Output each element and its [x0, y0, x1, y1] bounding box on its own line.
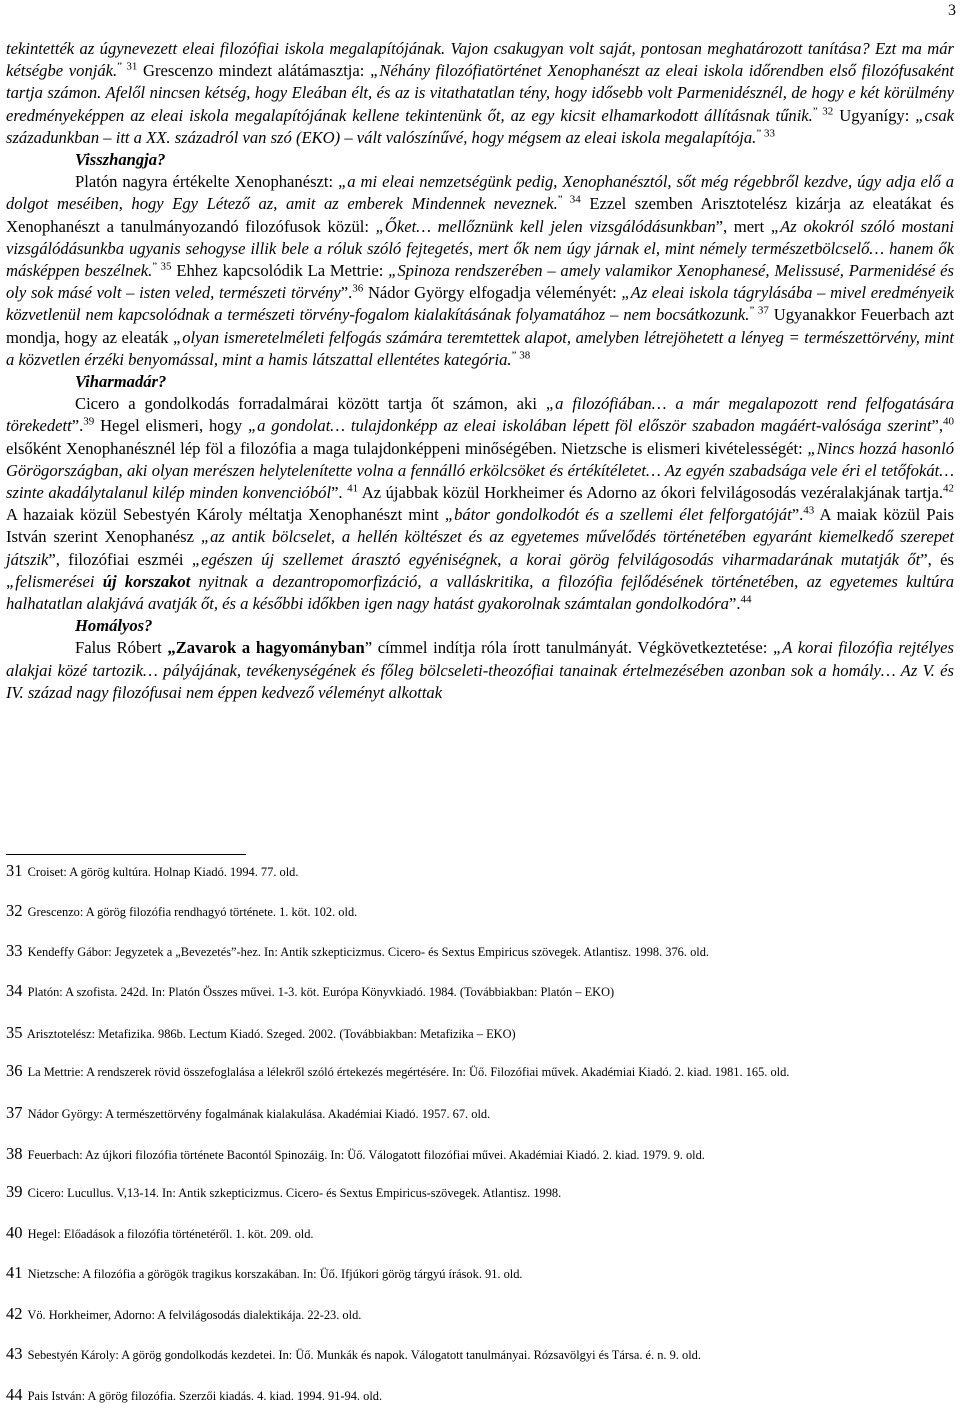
footnote-separator [6, 854, 246, 855]
section-question: Visszhangja? [75, 150, 166, 170]
section-question: Homályos? [75, 616, 153, 636]
footnote-number: 34 [6, 981, 23, 1000]
footnote-number: 43 [6, 1344, 23, 1363]
footnote-text: Nádor György: A természettörvény fogalmának kialakulása. Akadémiai Kiadó. 1957. 67. old. [24, 1107, 491, 1121]
footnote [6, 982, 954, 1001]
footnote [6, 1345, 954, 1364]
footnote-number: 44 [6, 1385, 23, 1404]
footnote-number: 31 [6, 861, 23, 880]
footnote-number: 41 [6, 1263, 23, 1282]
footnote [6, 1183, 954, 1202]
footnote-text: Hegel: Előadások a filozófia történetéről. 1. köt. 209. old. [24, 1227, 314, 1241]
footnote [6, 1024, 954, 1043]
footnote [6, 1264, 954, 1283]
footnote-number: 36 [6, 1061, 23, 1080]
footnote [6, 1305, 954, 1324]
footnote [6, 862, 954, 881]
paragraph: Cicero a gondolkodás forradalmárai között tartja őt számon, aki „a filozófiában… a már megalapozott rend felfogatására törekedett”.$^{39}$ Hegel elismeri, hogy „a gondolat… tulajdonképp az eleai iskolában lépett föl először szabadon magáért-valósága szerint”,$^{40}$ elsőként Xenophanésznél lép föl a filozófia a maga tulajdonképpeni minőségében. Nietzsche is elismeri kivételességét: „Nincs hozzá hasonló Görögországban, aki olyan merészen helytelenítette volna a fennálló erkölcsöket és értékítéletet… Az egyén szabadsága vele éri el tetőfokát… szinte akadálytalanul kilép minden konvencióból”. $^{41}$ Az újabbak közül Horkheimer és Adorno az ókori felvilágosodás vezéralakjának tartja.$^{42}$ A hazaiak közül Sebestyén Károly méltatja Xenophanészt mint „bátor gondolkodót és a szellemi élet felforgatóját”.$^{43}$ A maiak közül Pais István szerint Xenophanész „az antik bölcselet, a hellén költészet és az egyetemes művelődés történetében egyaránt kiemelkedő szerepet játszik”, filozófiai eszméi „egészen új szellemet árasztó egyéniségnek, a korai görög felvilágosodás viharmadarának mutatják őt”, és „felismerései új korszakot nyitnak a dezantropomorfizáció, a valláskritika, a filozófia fejlődésének történetében, az egyetemes kultúra halhatatlan alakjává avatják őt, és a későbbi időkben igen nagy hatást gyakorolnak számtalan gondolkodóra”.$^{44}$ [6, 394, 955, 614]
footnote-number: 35 [6, 1023, 23, 1042]
footnote [6, 1386, 954, 1405]
footnote-text: Platón: A szofista. 242d. In: Platón Összes művei. 1-3. köt. Európa Könyvkiadó. 1984. (Továbbiakban: Platón – EKO) [24, 985, 615, 999]
footnote-text: Kendeffy Gábor: Jegyzetek a „Bevezetés”-hez. In: Antik szkepticizmus. Cicero- és Sextus Empiricus szövegek. Atlantisz. 1998. 376. old. [24, 945, 710, 959]
footnote [6, 1224, 954, 1243]
paragraph: tekintették az úgynevezett eleai filozófiai iskola megalapítójának. Vajon csakugyan volt saját, pontosan meghatározott tanítása? Ezt ma már kétségbe vonják.$^{” 31}$ Grescenzo mindezt alátámasztja: „Néhány filozófiatörténet Xenophanészt az eleai iskola időrendben első filozófusaként tartja számon. Afelől nincsen kétség, hogy Eleában élt, és az is vitathatatlan tény, hogy idősebb volt Parmenidésznél, de hogy e két körülmény eredményeképpen az eleai iskola megalapítójának kellene tekintenünk őt, az egy kicsit elhamarkodott állításnak tűnik.$^{” 32}$ Ugyanígy: „csak századunkban – itt a XX. századról van szó (EKO) – vált valószínűvé, hogy mégsem az eleai iskola megalapítója.$^{” 33}$ [6, 39, 954, 147]
footnote-text: Pais István: A görög filozófia. Szerzői kiadás. 4. kiad. 1994. 91-94. old. [24, 1389, 383, 1403]
footnote-text: Sebestyén Károly: A görög gondolkodás kezdetei. In: Üő. Munkák és napok. Válogatott tanulmányai. Rózsavölgyi és Társa. é. n. 9. old. [24, 1348, 701, 1362]
footnote-text: Croiset: A görög kultúra. Holnap Kiadó. 1994. 77. old. [24, 865, 299, 879]
section-question: Viharmadár? [75, 372, 167, 392]
footnote-number: 39 [6, 1182, 23, 1201]
footnote [6, 1145, 954, 1164]
paragraph: Falus Róbert „Zavarok a hagyományban” címmel indítja róla írott tanulmányát. Végkövetkeztetése: „A korai filozófia rejtélyes alakjai közé tartozik… pályájának, tevékenységének és főleg bölcseleti-theozófiai tanainak értelmezésében azonban sok a homály… Az V. és IV. század nagy filozófusai nem éppen kedvező véleményt alkottak [6, 638, 955, 702]
footnote-number: 33 [6, 941, 23, 960]
paragraph: Platón nagyra értékelte Xenophanészt: „a mi eleai nemzetségünk pedig, Xenophanésztól, sőt még régebbről kezdve, úgy adja elő a dolgot meséiben, hogy Egy Létező az, amit az emberek Mindennek neveznek.$^{” 34}$ Ezzel szemben Arisztotelész kizárja az eleatákat és Xenophanészt a tanulmányozandó filozófusok közül: „Őket… mellőznünk kell jelen vizsgálódásunkban”, mert „Az okokról szóló mostani vizsgálódásunkba ugyanis sehogyse illik bele a róluk szóló fejtegetés, mert ők nem úgy járnak el, mint némely természetbölcselő… hanem ők másképpen beszélnek.$^{” 35}$ Ehhez kapcsolódik La Mettrie: „Spinoza rendszerében – amely valamikor Xenophanesé, Melissusé, Parmenidésé és oly sok másé volt – isten veled, természeti törvény”.$^{36}$ Nádor György elfogadja véleményét: „Az eleai iskola tágrylásába – mivel eredményeik közvetlenül nem kapcsolódnak a természeti törvény-fogalom kialakításának folyamatához – nem bocsátkozunk.$^{” 37}$ Ugyanakkor Feuerbach azt mondja, hogy az eleaták „olyan ismeretelméleti felfogás számára teremtettek alapot, amelyben létrejöhetett a lényeg = természettörvény, mint a közvetlen érzéki benyomással, mint a hamis látszattal ellentétes kategória.$^{” 38}$ [6, 172, 955, 369]
footnote-text: Nietzsche: A filozófia a görögök tragikus korszakában. In: Üő. Ifjúkori görög tárgyú írások. 91. old. [24, 1267, 523, 1281]
footnote [6, 902, 954, 921]
footnote-number: 38 [6, 1144, 23, 1163]
footnote-text: Feuerbach: Az újkori filozófia története Bacontól Spinozáig. In: Üő. Válogatott filozófiai művei. Akadémiai Kiadó. 2. kiad. 1979. 9. old. [24, 1148, 705, 1162]
footnote-text: Grescenzo: A görög filozófia rendhagyó története. 1. köt. 102. old. [24, 905, 358, 919]
footnote [6, 942, 954, 961]
footnote-number: 32 [6, 901, 23, 920]
footnote-text: Cicero: Lucullus. V,13-14. In: Antik szkepticizmus. Cicero- és Sextus Empiricus-szövegek. Atlantisz. 1998. [24, 1186, 562, 1200]
footnote-text: La Mettrie: A rendszerek rövid összefoglalása a lélekről szóló értekezés megértésére. In: Üő. Filozófiai művek. Akadémiai Kiadó. 2. kiad. 1981. 165. old. [24, 1065, 790, 1079]
main-text [6, 38, 954, 704]
footnote [6, 1104, 954, 1123]
footnote-number: 40 [6, 1223, 23, 1242]
footnote [6, 1062, 954, 1081]
footnote-number: 37 [6, 1103, 23, 1122]
footnote-text: Arisztotelész: Metafizika. 986b. Lectum Kiadó. Szeged. 2002. (Továbbiakban: Metafizika – EKO) [24, 1027, 516, 1041]
footnote-number: 42 [6, 1304, 23, 1323]
page-number: 3 [948, 2, 956, 19]
footnote-text: Vö. Horkheimer, Adorno: A felvilágosodás dialektikája. 22-23. old. [24, 1308, 362, 1322]
